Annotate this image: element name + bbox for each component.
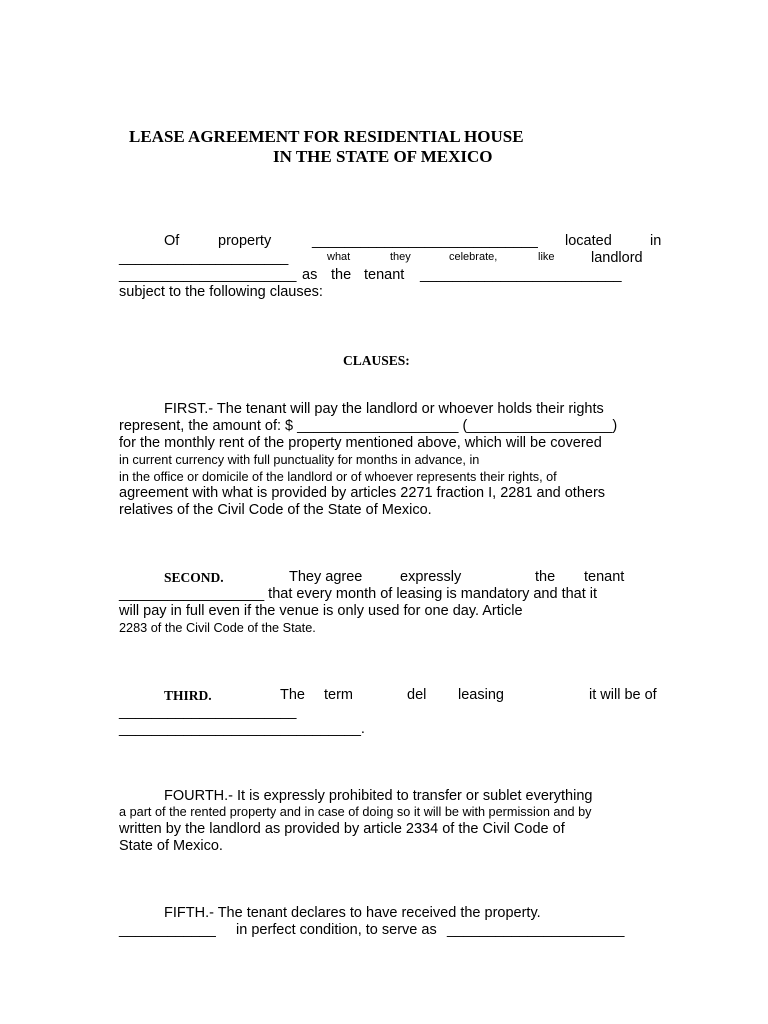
intro-word-in: in [650,233,662,249]
intro-sub-what: what [327,251,351,263]
second-line-4: 2283 of the Civil Code of the State. [119,621,316,635]
third-word-leasing: leasing [458,687,504,703]
intro-word-landlord: landlord [591,250,643,266]
fourth-line-1: FOURTH.- It is expressly prohibited to transfer or sublet everything [164,788,593,804]
first-line-5: in the office or domicile of the landlord or of whoever represents their rights, of [119,470,557,484]
intro-word-tenant: tenant [364,267,405,283]
third-line-2: ______________________ [119,704,297,720]
third-word-del: del [407,687,427,703]
second-word-tenant: tenant [584,569,625,585]
third-heading: THIRD. [164,688,212,703]
second-word-agree: They agree [289,569,363,585]
intro-blank-location: _____________________ [119,250,289,266]
third-word-the: The [280,687,305,703]
fifth-blank-1: ____________ [119,922,216,938]
first-line-7: relatives of the Civil Code of the State of Mexico. [119,502,432,518]
second-word-expressly: expressly [400,569,462,585]
third-line-3: ______________________________. [119,721,365,737]
second-line-2: __________________ that every month of leasing is mandatory and that it [119,586,598,602]
fifth-blank-2: ______________________ [447,922,625,938]
second-line-3: will pay in full even if the venue is only used for one day. Article [119,603,523,619]
intro-word-the: the [331,267,352,283]
intro-sub-celebrate: celebrate, [449,251,498,263]
first-line-1: FIRST.- The tenant will pay the landlord or whoever holds their rights [164,401,604,417]
intro-last-line: subject to the following clauses: [119,284,323,300]
fourth-line-4: State of Mexico. [119,838,223,854]
intro-blank-tenant: _________________________ [420,267,622,283]
intro-word-property: property [218,233,272,249]
first-line-3: for the monthly rent of the property mentioned above, which will be covered [119,435,602,451]
third-word-term: term [324,687,353,703]
clauses-heading: CLAUSES: [343,353,410,368]
intro-word-located: located [565,233,612,249]
intro-sub-they: they [390,251,411,263]
fifth-line-1: FIFTH.- The tenant declares to have received the property. [164,905,541,921]
third-word-will-be-of: it will be of [589,687,657,703]
title-line-2: IN THE STATE OF MEXICO [273,147,493,166]
intro-sub-like: like [538,251,555,263]
first-line-6: agreement with what is provided by articles 2271 fraction I, 2281 and others [119,485,606,501]
fifth-mid-text: in perfect condition, to serve as [236,922,437,938]
intro-word-as: as [302,267,318,283]
first-line-2: represent, the amount of: $ ____________________ (__________________) [119,418,618,434]
fourth-line-3: written by the landlord as provided by article 2334 of the Civil Code of [119,821,565,837]
title-line-1: LEASE AGREEMENT FOR RESIDENTIAL HOUSE [129,127,524,146]
intro-word-of: Of [164,233,180,249]
intro-blank-property: ____________________________ [312,233,538,249]
fourth-line-2: a part of the rented property and in case of doing so it will be with permission and by [119,805,592,819]
second-heading: SECOND. [164,570,224,585]
first-line-4: in current currency with full punctuality for months in advance, in [119,453,480,467]
intro-blank-landlord: ______________________ [119,267,297,283]
second-word-the: the [535,569,556,585]
